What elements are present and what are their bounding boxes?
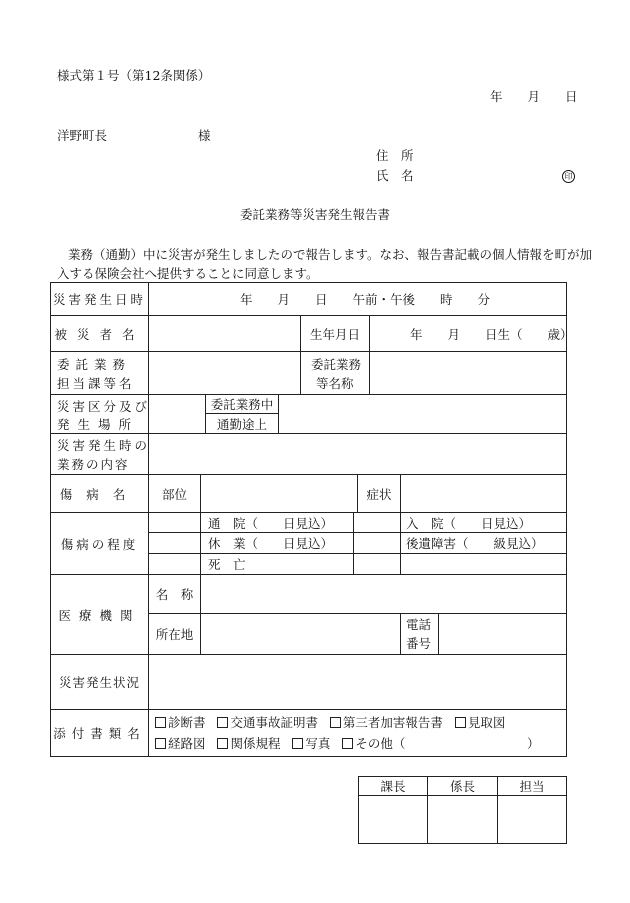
- intro-line-2: 入する保険会社へ提供することに同意します。: [57, 266, 319, 281]
- approval-header-subsection-chief: 係長: [449, 779, 475, 794]
- stamp-cell-section-chief[interactable]: [359, 796, 427, 843]
- attachment-checkbox[interactable]: 見取図: [455, 715, 506, 730]
- attachment-checkbox[interactable]: 経路図: [155, 736, 206, 751]
- attachment-checkbox[interactable]: 写真: [292, 736, 330, 751]
- attachment-checkbox[interactable]: 診断書: [155, 715, 206, 730]
- label-contract-name-b: 等名称: [316, 376, 354, 391]
- label-phone-b: 番号: [406, 636, 432, 651]
- option-leave[interactable]: 休 業（ 日見込）: [208, 536, 334, 551]
- date-field: 年 月 日: [490, 89, 578, 104]
- label-institution-name: 名 称: [155, 587, 194, 602]
- approval-header-section-chief: 課長: [380, 779, 406, 794]
- label-injury-name: 傷病名: [59, 486, 140, 502]
- address-label: 住 所: [376, 148, 414, 163]
- attachment-checkbox[interactable]: その他（: [342, 736, 405, 751]
- work-content-field[interactable]: [149, 434, 566, 474]
- label-contract-dept-b: 担当課等名: [57, 376, 135, 391]
- label-birthdate: 生年月日: [309, 326, 360, 342]
- label-contract-name-a: 委託業務: [311, 357, 362, 372]
- label-contract-dept-a: 委託業務: [57, 357, 132, 372]
- name-label: 氏 名: [376, 168, 414, 183]
- seal-mark: 印: [562, 167, 575, 183]
- document-title: 委託業務等災害発生報告書: [239, 207, 390, 222]
- attachments-other-close: ）: [527, 736, 540, 751]
- label-category-b: 発生場所: [57, 417, 140, 432]
- option-death[interactable]: 死 亡: [208, 557, 246, 572]
- label-incident-datetime: 災害発生日時: [52, 292, 146, 307]
- label-institution-address: 所在地: [155, 627, 194, 642]
- label-attachments: 添付書類名: [53, 726, 146, 741]
- stamp-cell-staff[interactable]: [498, 796, 566, 843]
- victim-name-field[interactable]: [149, 316, 300, 351]
- label-injury-severity: 傷病の程度: [60, 536, 139, 552]
- label-work-content-b: 業務の内容: [57, 457, 130, 472]
- form-number: 様式第１号（第12条関係）: [57, 68, 211, 83]
- label-body-part: 部位: [161, 486, 187, 502]
- attachments-row-1: [155, 713, 505, 731]
- attachment-checkbox[interactable]: 第三者加害報告書: [330, 715, 443, 730]
- label-incident-situation: 災害発生状況: [58, 675, 140, 690]
- option-during-work[interactable]: 委託業務中: [210, 397, 274, 412]
- label-medical-institution: 医療機関: [58, 607, 141, 623]
- label-category-a: 災害区分及び: [57, 399, 151, 414]
- attachments-row-2: [155, 734, 405, 752]
- birthdate-value[interactable]: 年 月 日生（ 歳）: [410, 326, 573, 342]
- addressee-honorific: 様: [198, 128, 211, 143]
- option-hospitalized[interactable]: 入 院（ 日見込）: [406, 515, 532, 531]
- contract-name-field[interactable]: [370, 352, 566, 394]
- approval-header-staff: 担当: [519, 779, 545, 794]
- option-disability[interactable]: 後遺障害（ 級見込）: [406, 536, 544, 551]
- label-victim-name: 被災者名: [54, 326, 145, 342]
- option-commuting[interactable]: 通勤途上: [216, 416, 267, 432]
- incident-situation-field[interactable]: [149, 655, 566, 709]
- label-phone-a: 電話: [406, 617, 432, 632]
- attachment-checkbox[interactable]: 交通事故証明書: [217, 715, 318, 730]
- intro-line-1: 業務（通勤）中に災害が発生しましたので報告します。なお、報告書記載の個人情報を町が加: [68, 247, 593, 262]
- label-work-content-a: 災害発生時の: [57, 438, 151, 453]
- incident-datetime-value[interactable]: 年 月 日 午前・午後 時 分: [240, 292, 491, 307]
- label-symptom: 症状: [366, 486, 392, 502]
- stamp-cell-subsection-chief[interactable]: [428, 796, 497, 843]
- contract-dept-field[interactable]: [149, 352, 300, 394]
- addressee: 洋野町長: [57, 128, 108, 143]
- option-outpatient[interactable]: 通 院（ 日見込）: [208, 515, 334, 531]
- attachment-checkbox[interactable]: 関係規程: [217, 736, 280, 751]
